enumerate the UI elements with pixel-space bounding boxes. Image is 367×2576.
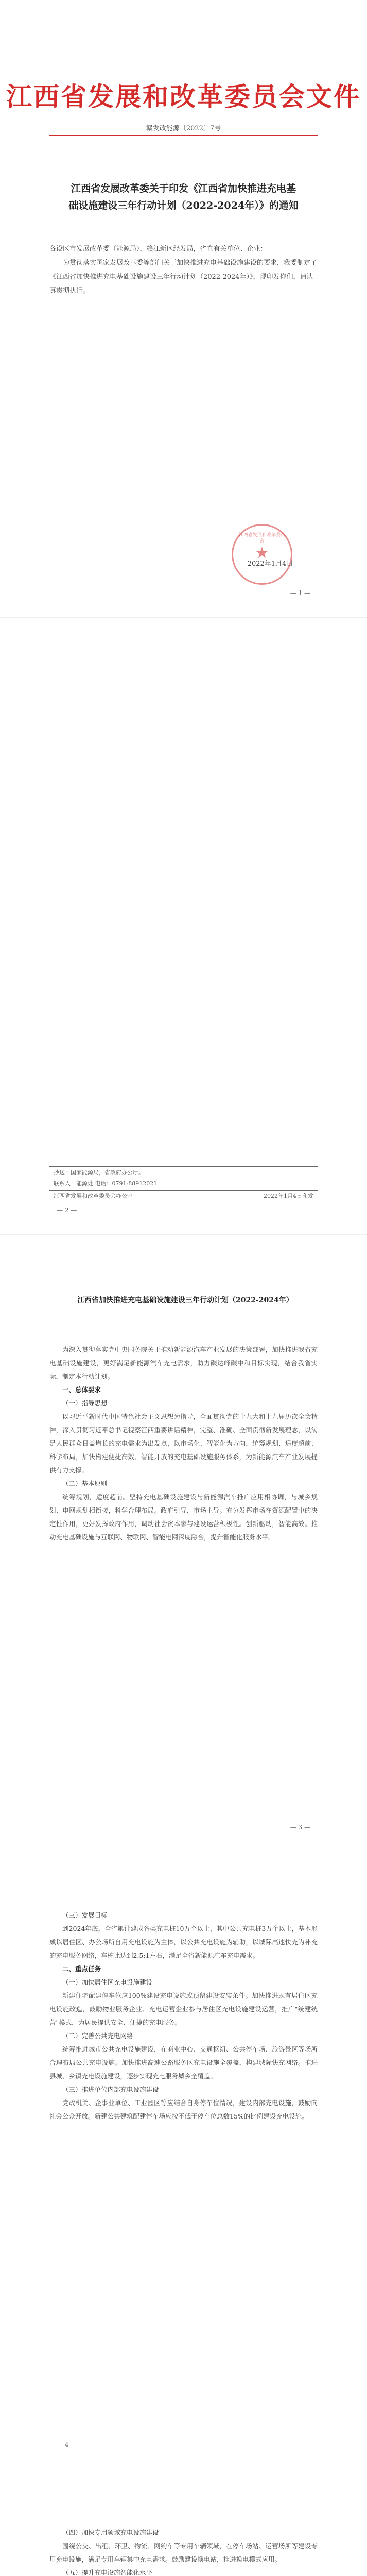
plan-section-3 — [49, 2526, 318, 2576]
paragraph: 党政机关、企事业单位、工业园区等应结合自身停车位情况，建设内部充电设施，鼓励向社会公众开放。新建公共建筑配建停车场应按不低于停车位总数15%的比例建设充电设施。 — [49, 2099, 318, 2120]
plan-intro: 为深入贯彻落实党中央国务院关于推动新能源汽车产业发展的决策部署，加快推进我省充电基础设施建设，更好满足新能源汽车充电需求，助力碳达峰碳中和目标实现，结合我省实际，制定本行动计划。 — [49, 1346, 318, 1380]
page-number: — 3 — — [290, 1824, 310, 1831]
subsection-heading: （二）基本原则 — [62, 1480, 108, 1487]
paragraph: 围绕公交、出租、环卫、物流、网约车等专用车辆领域，在停车场站、运营场所等建设专用充电设施，满足专用车辆集中充电需求。鼓励建设换电站，推进换电模式应用。 — [49, 2542, 318, 2563]
print-date: 2022年1月4日印发 — [264, 1193, 313, 1199]
seal-star-icon: ★ — [255, 544, 269, 562]
print-cc: 抄送：国家能源局，省政府办公厅。 — [54, 1169, 144, 1176]
document-number: 赣发改能源〔2022〕7号 — [146, 125, 221, 132]
subsection-heading: （二）完善公共充电网络 — [62, 2032, 133, 2040]
page-4 — [0, 1852, 367, 2469]
page-2 — [0, 617, 367, 1234]
print-info — [49, 1166, 318, 1202]
page-5 — [0, 2469, 367, 2576]
seal-text: 江西省发展和改革委员会 — [238, 533, 285, 544]
sign-date: 2022年1月4日 — [247, 560, 293, 568]
notice-recipients: 各设区市发展改革委（能源局），赣江新区经发局，省直有关单位、企业： — [49, 245, 267, 253]
subsection-heading: （一）指导思想 — [62, 1399, 108, 1407]
page-number: — 2 — — [57, 1207, 77, 1214]
paragraph: 新建住宅配建停车位应100%建设充电设施或预留建设安装条件。加快推进既有居住区充电设施改造，鼓励物业服务企业、充电运营企业参与居住区充电设施建设运营，推广"统建统营"模式，为居民提供安全、便捷的充电服务。 — [49, 1992, 318, 2026]
page-1 — [0, 0, 367, 617]
subsection-heading: （三）推进单位内部充电设施建设 — [62, 2086, 159, 2093]
page-3 — [0, 1234, 367, 1852]
print-issue-row — [49, 1191, 318, 1202]
red-divider — [49, 135, 318, 136]
paragraph: 统筹规划，适度超前。坚持充电基础设施建设与新能源汽车推广应用相协调，与城乡规划、电网规划相衔接，科学合理布局。政府引导，市场主导。充分发挥市场在资源配置中的决定性作用，更好发挥政府作用，调动社会资本参与建设运营积极性。创新驱动，智能高效。推动充电基础设施与互联网、物联网、智能电网深度融合，提升智能化服务水平。 — [49, 1493, 318, 1541]
subsection-heading: （五）提升充电设施智能化水平 — [62, 2569, 153, 2576]
notice-paragraph: 为贯彻落实国家发展改革委等部门关于加快推进充电基础设施建设的要求，我委制定了《江西省加快推进充电基础设施建设三年行动计划（2022-2024年）》，现印发你们，请认真贯彻执行。 — [49, 259, 318, 295]
notice-body — [49, 242, 318, 298]
subsection-heading: （三）发展目标 — [62, 1911, 108, 1919]
notice-title: 江西省发展改革委关于印发《江西省加快推进充电基础设施建设三年行动计划（2022-2024年）》的通知 — [68, 183, 299, 211]
paragraph: 到2024年底，全省累计建成各类充电桩10万个以上，其中公共充电桩3万个以上，基本形成以居住区、办公场所自用充电设施为主体，以公共充电设施为辅助，以城际高速快充为补充的充电服务网络，车桩比达到2.5:1左右，满足全省新能源汽车充电需求。 — [49, 1925, 318, 1959]
page-number: — 1 — — [290, 589, 310, 597]
plan-title: 江西省加快推进充电基础设施建设三年行动计划（2022-2024年） — [77, 1296, 293, 1304]
office-header: 江西省发展和改革委员会文件 — [6, 81, 361, 112]
official-seal-icon — [232, 524, 292, 585]
paragraph: 以习近平新时代中国特色社会主义思想为指导，全面贯彻党的十九大和十九届历次全会精神，深入贯彻习近平总书记视察江西重要讲话精神，完整、准确、全面贯彻新发展理念，以满足人民群众日益增长的充电需求为出发点，以市场化、智能化为方向，统筹规划、适度超前、科学布局，加快构建便捷高效、智能开放的充电基础设施服务体系，为新能源汽车产业发展提供有力支撑。 — [49, 1413, 318, 1474]
plan-section-1 — [49, 1343, 318, 1544]
section-heading: 二、重点任务 — [62, 1965, 101, 1973]
section-heading: 一、总体要求 — [62, 1386, 101, 1394]
paragraph: 统筹推进城市公共充电设施建设，在商业中心、交通枢纽、公共停车场、旅游景区等场所合理布局公共充电设施。加快推进高速公路服务区充电设施全覆盖，构建城际快充网络。推进县城、乡镇充电设施建设，逐步实现充电服务城乡全覆盖。 — [49, 2045, 318, 2080]
plan-section-2 — [49, 1909, 318, 2123]
page-number: — 4 — — [57, 2441, 77, 2448]
signature-area — [216, 533, 324, 585]
subsection-heading: （四）加快专用领域充电设施建设 — [62, 2529, 159, 2536]
print-contact: 联系人：能源处 电话：0791-88912021 — [54, 1180, 158, 1187]
subsection-heading: （一）加快居住区充电设施建设 — [62, 1978, 153, 1986]
print-issuer: 江西省发展和改革委员会办公室 — [54, 1193, 133, 1199]
